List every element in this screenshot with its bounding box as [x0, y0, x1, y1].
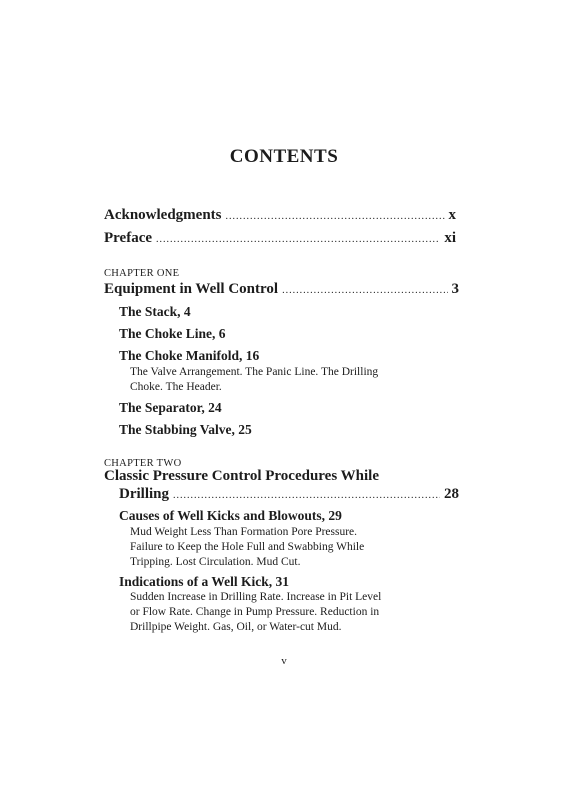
- subtopic-line: Sudden Increase in Drilling Rate. Increase in Pit Level: [130, 591, 382, 603]
- page-number: v: [281, 655, 287, 667]
- subtopic-line: The Valve Arrangement. The Panic Line. The Drilling: [130, 366, 379, 378]
- entry-page: x: [448, 207, 456, 223]
- toc-section[interactable]: The Stabbing Valve, 25: [119, 422, 252, 437]
- chapter-label: CHAPTER TWO: [104, 458, 182, 469]
- chapter-page: 3: [451, 281, 459, 297]
- toc-section[interactable]: The Choke Manifold, 16: [119, 348, 260, 363]
- section-subtopics: [130, 365, 430, 395]
- chapter-page: 28: [444, 486, 459, 502]
- entry-page: xi: [444, 230, 456, 246]
- chapter-title: Equipment in Well Control: [104, 281, 279, 297]
- subtopic-line: Tripping. Lost Circulation. Mud Cut.: [130, 556, 301, 568]
- dot-leader: [173, 490, 440, 501]
- page-title: CONTENTS: [229, 146, 339, 167]
- dot-leader: [156, 234, 440, 245]
- subtopic-line: Drillpipe Weight. Gas, Oil, or Water-cut Mud.: [130, 621, 342, 633]
- dot-leader: [282, 285, 447, 296]
- dot-leader: [226, 211, 445, 222]
- entry-title: Preface: [104, 230, 153, 246]
- chapter-label: CHAPTER ONE: [104, 268, 180, 279]
- toc-section[interactable]: Indications of a Well Kick, 31: [119, 574, 290, 589]
- subtopic-line: or Flow Rate. Change in Pump Pressure. Reduction in: [130, 606, 380, 618]
- toc-section[interactable]: The Stack, 4: [119, 304, 191, 319]
- chapter-title[interactable]: Classic Pressure Control Procedures While: [104, 468, 379, 484]
- chapter-title-continued: Drilling: [119, 486, 170, 502]
- section-subtopics: [130, 590, 430, 635]
- toc-section[interactable]: The Choke Line, 6: [119, 326, 226, 341]
- toc-entry-acknowledgments[interactable]: [104, 207, 456, 224]
- toc-entry-preface[interactable]: [104, 230, 456, 247]
- subtopic-line: Mud Weight Less Than Formation Pore Pressure.: [130, 526, 358, 538]
- subtopic-line: Choke. The Header.: [130, 381, 222, 393]
- toc-section[interactable]: Causes of Well Kicks and Blowouts, 29: [119, 508, 342, 523]
- section-subtopics: [130, 525, 430, 570]
- toc-section[interactable]: The Separator, 24: [119, 400, 222, 415]
- toc-entry-chapter-one[interactable]: [104, 281, 459, 298]
- entry-title: Acknowledgments: [104, 207, 222, 223]
- subtopic-line: Failure to Keep the Hole Full and Swabbing While: [130, 541, 365, 553]
- toc-entry-chapter-two[interactable]: [104, 486, 459, 503]
